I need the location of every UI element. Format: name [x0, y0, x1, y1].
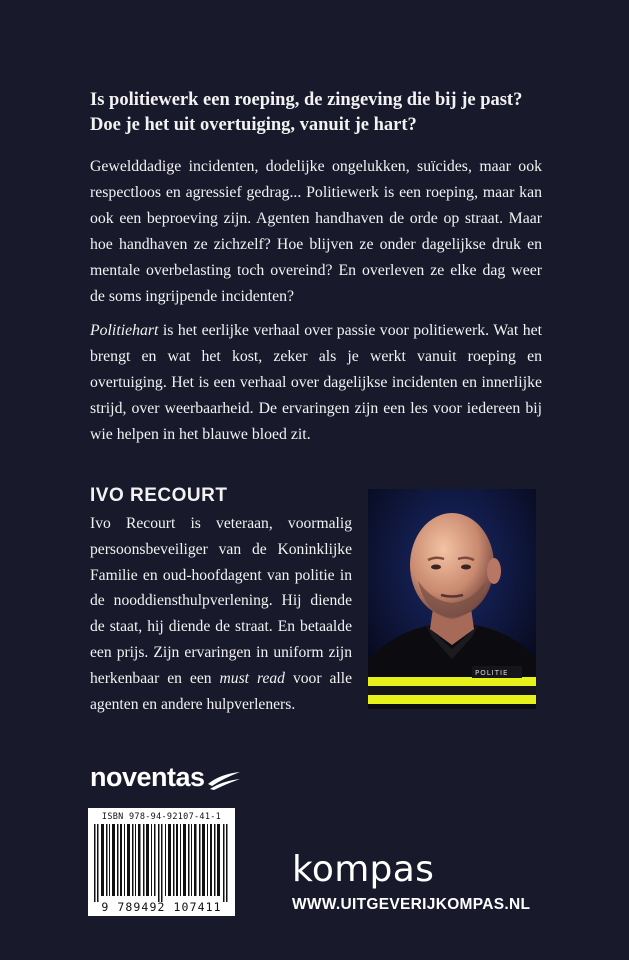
- author-bio-emphasis: must read: [219, 669, 285, 687]
- publisher-website: WWW.UITGEVERIJKOMPAS.NL: [292, 896, 531, 913]
- book-title: Politiehart: [90, 322, 159, 339]
- politie-badge-text: POLITIE: [475, 669, 509, 677]
- noventas-logo: noventas: [90, 762, 205, 792]
- isbn-barcode: [88, 808, 235, 916]
- isbn-label: ISBN 978-94-92107-41-1: [101, 812, 222, 822]
- author-portrait-image: [368, 489, 536, 709]
- description-paragraph-2-text: is het eerlijke verhaal over passie voor politiewerk. Wat het brengt en wat het kost, zeker als je werkt vanuit roeping en overtuiging. Het is een verhaal over dagelijkse incidenten en innerlijke strijd, over weerbaarheid. De ervaringen zijn een les voor iedereen bij wie helpen in het blauwe bloed zit.: [90, 322, 542, 443]
- description-paragraph-2: [90, 318, 542, 448]
- author-photo: [368, 489, 536, 709]
- author-name: IVO RECOURT: [90, 485, 228, 506]
- author-bio-text-2: voor alle agenten en andere hulpverleners.: [90, 669, 352, 713]
- noventas-swoosh-icon: [206, 770, 242, 790]
- description-paragraph-1: Gewelddadige incidenten, dodelijke ongelukken, suïcides, maar ook respectloos en agressief gedrag... Politiewerk is een roeping, maar kan ook een beproeving zijn. Agenten handhaven de orde op straat. Maar hoe handhaven ze zichzelf? Hoe blijven ze onder dagelijkse druk en mentale overbelasting toch overeind? En overleven ze elke dag weer de soms ingrijpende incidenten?: [90, 158, 542, 305]
- author-bio: [90, 511, 352, 717]
- isbn-digits: 9 789492 107411: [101, 900, 222, 914]
- tagline: Is politiewerk een roeping, de zingeving die bij je past? Doe je het uit overtuiging, vanuit je hart?: [90, 90, 523, 135]
- kompas-logo: kompas: [292, 849, 435, 890]
- barcode-bars: [94, 824, 229, 902]
- author-bio-text-1: Ivo Recourt is veteraan, voormalig persoonsbeveiliger van de Koninklijke Familie en oud-hoofdagent van politie in de nooddiensthulpverlening. Hij diende de staat, hij diende de straat. En betaalde een prijs. Zijn ervaringen in uniform zijn herkenbaar en een: [90, 515, 352, 687]
